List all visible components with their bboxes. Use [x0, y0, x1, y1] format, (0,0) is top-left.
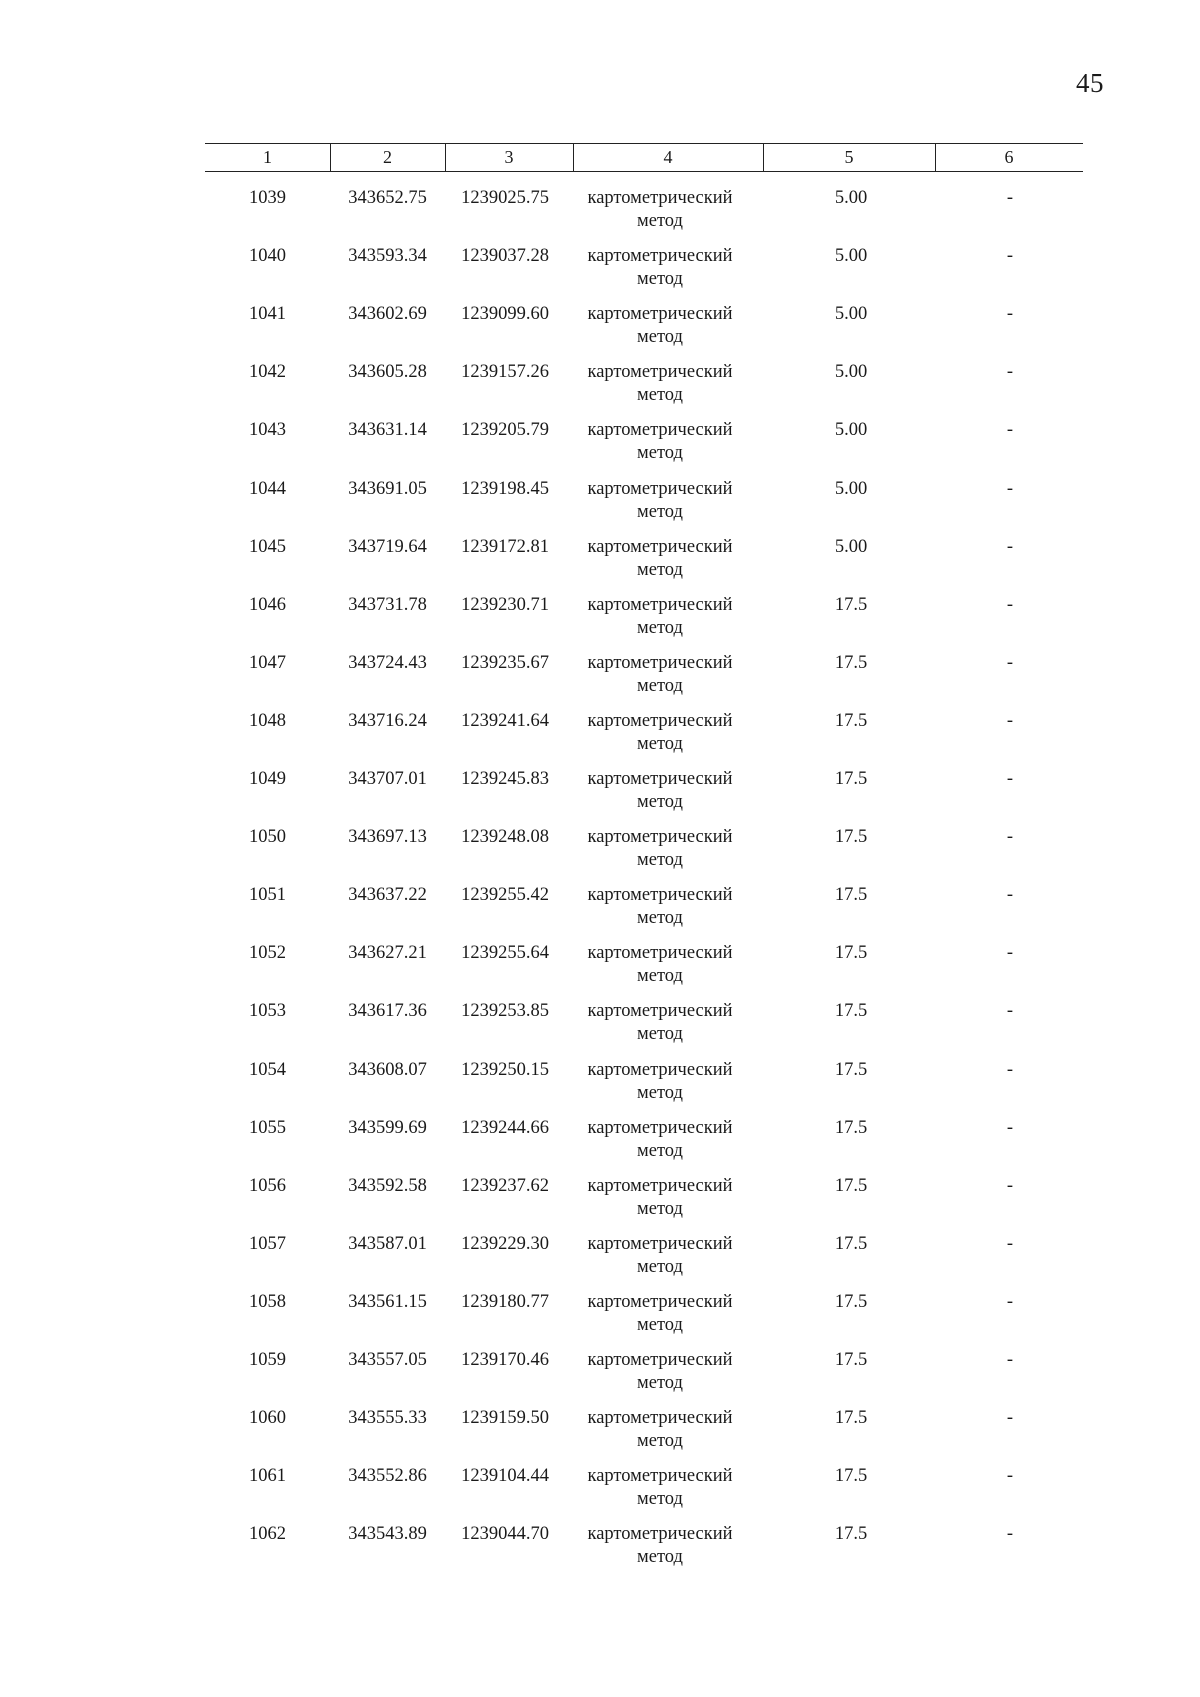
- table-row: [205, 942, 1083, 999]
- note-cell: -: [1006, 536, 1014, 557]
- table-row: [205, 884, 1083, 941]
- note-cell: -: [1006, 1233, 1014, 1254]
- y-coordinate-cell: 1239205.79: [461, 420, 549, 441]
- method-line-2: метод: [637, 1024, 683, 1045]
- table-row: [205, 652, 1083, 709]
- point-number-cell: 1052: [249, 943, 286, 964]
- x-coordinate-cell: 343593.34: [348, 246, 427, 267]
- y-coordinate-cell: 1239172.81: [461, 536, 549, 557]
- method-cell: [565, 303, 755, 349]
- error-cell: 17.5: [834, 885, 868, 906]
- table-row: [205, 1291, 1083, 1348]
- error-cell: 5.00: [834, 304, 868, 325]
- table-row: [205, 361, 1083, 418]
- column-header-5: 5: [844, 147, 854, 167]
- x-coordinate-cell: 343691.05: [348, 478, 427, 499]
- table-row: [205, 768, 1083, 825]
- table-row: [205, 1465, 1083, 1522]
- method-line-2: метод: [637, 908, 683, 929]
- method-line-2: метод: [637, 559, 683, 580]
- y-coordinate-cell: 1239229.30: [461, 1233, 549, 1254]
- y-coordinate-cell: 1239044.70: [461, 1524, 549, 1545]
- table-row: [205, 419, 1083, 476]
- note-cell: -: [1006, 1001, 1014, 1022]
- method-line-1: картометрический: [587, 1233, 733, 1254]
- x-coordinate-cell: 343599.69: [348, 1117, 427, 1138]
- y-coordinate-cell: 1239037.28: [461, 246, 549, 267]
- point-number-cell: 1046: [249, 594, 286, 615]
- x-coordinate-cell: 343587.01: [348, 1233, 427, 1254]
- method-line-2: метод: [637, 443, 683, 464]
- note-cell: -: [1006, 1524, 1014, 1545]
- y-coordinate-cell: 1239198.45: [461, 478, 549, 499]
- note-cell: -: [1006, 188, 1014, 208]
- note-cell: -: [1006, 1059, 1014, 1080]
- y-coordinate-cell: 1239250.15: [461, 1059, 549, 1080]
- point-number-cell: 1057: [249, 1233, 286, 1254]
- error-cell: 17.5: [834, 1291, 868, 1312]
- method-cell: [565, 536, 755, 582]
- method-line-1: картометрический: [587, 420, 733, 441]
- note-cell: -: [1006, 478, 1014, 499]
- method-cell: [565, 594, 755, 640]
- note-cell: -: [1006, 304, 1014, 325]
- note-cell: -: [1006, 885, 1014, 906]
- error-cell: 17.5: [834, 1059, 868, 1080]
- x-coordinate-cell: 343637.22: [348, 885, 427, 906]
- note-cell: -: [1006, 652, 1014, 673]
- x-coordinate-cell: 343592.58: [348, 1175, 427, 1196]
- note-cell: -: [1006, 246, 1014, 267]
- error-cell: 17.5: [834, 710, 868, 731]
- x-coordinate-cell: 343617.36: [348, 1001, 427, 1022]
- method-line-2: метод: [637, 675, 683, 696]
- point-number-cell: 1044: [249, 478, 286, 499]
- y-coordinate-cell: 1239157.26: [461, 362, 549, 383]
- table-row: [205, 478, 1083, 535]
- point-number-cell: 1055: [249, 1117, 286, 1138]
- x-coordinate-cell: 343561.15: [348, 1291, 427, 1312]
- x-coordinate-cell: 343543.89: [348, 1524, 427, 1545]
- page-number: 45: [1076, 68, 1104, 98]
- error-cell: 17.5: [834, 769, 868, 789]
- method-line-1: картометрический: [587, 1117, 733, 1138]
- method-cell: [565, 1175, 755, 1221]
- method-line-1: картометрический: [587, 1175, 733, 1196]
- error-cell: 17.5: [834, 1466, 868, 1487]
- column-header-6: 6: [1004, 147, 1014, 167]
- method-line-2: метод: [637, 1256, 683, 1277]
- point-number-cell: 1045: [249, 536, 286, 557]
- x-coordinate-cell: 343724.43: [348, 652, 427, 673]
- method-line-1: картометрический: [587, 885, 733, 906]
- method-line-2: метод: [637, 501, 683, 522]
- y-coordinate-cell: 1239159.50: [461, 1408, 549, 1429]
- method-cell: [565, 245, 755, 291]
- method-cell: [565, 1291, 755, 1337]
- table-row: [205, 536, 1083, 593]
- note-cell: -: [1006, 1350, 1014, 1370]
- y-coordinate-cell: 1239230.71: [461, 594, 549, 615]
- x-coordinate-cell: 343602.69: [348, 304, 427, 325]
- table-row: [205, 1349, 1083, 1406]
- error-cell: 5.00: [834, 362, 868, 383]
- y-coordinate-cell: 1239255.64: [461, 943, 549, 964]
- point-number-cell: 1053: [249, 1001, 286, 1022]
- method-cell: [565, 652, 755, 698]
- method-line-1: картометрический: [587, 710, 733, 731]
- method-cell: [565, 187, 755, 233]
- method-line-2: метод: [637, 1431, 683, 1452]
- note-cell: -: [1006, 1466, 1014, 1487]
- x-coordinate-cell: 343652.75: [348, 188, 427, 208]
- table-row: [205, 1233, 1083, 1290]
- method-cell: [565, 1233, 755, 1279]
- point-number-cell: 1042: [249, 362, 286, 383]
- method-cell: [565, 884, 755, 930]
- method-line-2: метод: [637, 1314, 683, 1335]
- note-cell: -: [1006, 594, 1014, 615]
- table-row: [205, 1000, 1083, 1057]
- y-coordinate-cell: 1239025.75: [461, 188, 549, 208]
- error-cell: 17.5: [834, 827, 868, 848]
- method-line-2: метод: [637, 211, 683, 231]
- method-line-1: картометрический: [587, 594, 733, 615]
- point-number-cell: 1043: [249, 420, 286, 441]
- point-number-cell: 1040: [249, 246, 286, 267]
- method-cell: [565, 1059, 755, 1105]
- method-cell: [565, 361, 755, 407]
- error-cell: 5.00: [834, 188, 868, 208]
- method-line-1: картометрический: [587, 246, 733, 267]
- note-cell: -: [1006, 1175, 1014, 1196]
- method-line-1: картометрический: [587, 1408, 733, 1429]
- method-cell: [565, 826, 755, 872]
- note-cell: -: [1006, 1291, 1014, 1312]
- error-cell: 17.5: [834, 1350, 868, 1370]
- method-line-2: метод: [637, 966, 683, 987]
- point-number-cell: 1051: [249, 885, 286, 906]
- method-line-1: картометрический: [587, 536, 733, 557]
- error-cell: 17.5: [834, 943, 868, 964]
- table-row: [205, 710, 1083, 767]
- error-cell: 17.5: [834, 1175, 868, 1196]
- error-cell: 17.5: [834, 594, 868, 615]
- method-line-2: метод: [637, 1547, 683, 1568]
- method-line-2: метод: [637, 850, 683, 871]
- table-row: [205, 594, 1083, 651]
- point-number-cell: 1047: [249, 652, 286, 673]
- method-line-2: метод: [637, 1373, 683, 1393]
- point-number-cell: 1056: [249, 1175, 286, 1196]
- method-line-2: метод: [637, 1198, 683, 1219]
- error-cell: 17.5: [834, 1233, 868, 1254]
- point-number-cell: 1060: [249, 1408, 286, 1429]
- table-row: [205, 1523, 1083, 1580]
- point-number-cell: 1062: [249, 1524, 286, 1545]
- method-line-1: картометрический: [587, 362, 733, 383]
- y-coordinate-cell: 1239248.08: [461, 827, 549, 848]
- method-line-2: метод: [637, 1140, 683, 1161]
- table-row: [205, 1175, 1083, 1232]
- method-line-1: картометрический: [587, 769, 733, 789]
- table-row: [205, 1407, 1083, 1464]
- method-line-1: картометрический: [587, 943, 733, 964]
- method-line-2: метод: [637, 792, 683, 812]
- y-coordinate-cell: 1239245.83: [461, 769, 549, 789]
- column-header-3: 3: [504, 147, 514, 167]
- method-line-1: картометрический: [587, 652, 733, 673]
- table-row: [205, 303, 1083, 360]
- column-header-4: 4: [663, 147, 673, 167]
- note-cell: -: [1006, 420, 1014, 441]
- table-row: [205, 826, 1083, 883]
- method-line-1: картометрический: [587, 304, 733, 325]
- table-header: [205, 143, 1083, 172]
- y-coordinate-cell: 1239237.62: [461, 1175, 549, 1196]
- x-coordinate-cell: 343627.21: [348, 943, 427, 964]
- note-cell: -: [1006, 943, 1014, 964]
- point-number-cell: 1048: [249, 710, 286, 731]
- column-header-2: 2: [383, 147, 392, 167]
- method-cell: [565, 768, 755, 814]
- y-coordinate-cell: 1239104.44: [461, 1466, 549, 1487]
- point-number-cell: 1059: [249, 1350, 286, 1370]
- method-line-1: картометрический: [587, 1001, 733, 1022]
- table-row: [205, 1117, 1083, 1174]
- y-coordinate-cell: 1239180.77: [461, 1291, 549, 1312]
- method-line-1: картометрический: [587, 1524, 733, 1545]
- method-cell: [565, 942, 755, 988]
- error-cell: 5.00: [834, 536, 868, 557]
- method-cell: [565, 419, 755, 465]
- method-line-1: картометрический: [587, 827, 733, 848]
- method-line-1: картометрический: [587, 478, 733, 499]
- column-header-1: 1: [263, 147, 272, 167]
- method-line-2: метод: [637, 617, 683, 638]
- method-cell: [565, 1117, 755, 1163]
- method-line-2: метод: [637, 327, 683, 348]
- note-cell: -: [1006, 1117, 1014, 1138]
- x-coordinate-cell: 343631.14: [348, 420, 427, 441]
- method-line-2: метод: [637, 269, 683, 290]
- error-cell: 17.5: [834, 1117, 868, 1138]
- table-row: [205, 245, 1083, 302]
- x-coordinate-cell: 343707.01: [348, 769, 427, 789]
- note-cell: -: [1006, 827, 1014, 848]
- x-coordinate-cell: 343605.28: [348, 362, 427, 383]
- method-line-1: картометрический: [587, 188, 733, 208]
- method-line-2: метод: [637, 733, 683, 754]
- method-cell: [565, 710, 755, 756]
- method-line-2: метод: [637, 385, 683, 406]
- x-coordinate-cell: 343552.86: [348, 1466, 427, 1487]
- x-coordinate-cell: 343731.78: [348, 594, 427, 615]
- method-cell: [565, 478, 755, 524]
- table-row: [205, 1059, 1083, 1116]
- y-coordinate-cell: 1239170.46: [461, 1350, 549, 1370]
- note-cell: -: [1006, 769, 1014, 789]
- point-number-cell: 1039: [249, 188, 286, 208]
- x-coordinate-cell: 343719.64: [348, 536, 427, 557]
- error-cell: 5.00: [834, 246, 868, 267]
- error-cell: 5.00: [834, 420, 868, 441]
- y-coordinate-cell: 1239255.42: [461, 885, 549, 906]
- note-cell: -: [1006, 710, 1014, 731]
- method-line-1: картометрический: [587, 1059, 733, 1080]
- method-line-1: картометрический: [587, 1350, 733, 1370]
- point-number-cell: 1061: [249, 1466, 286, 1487]
- method-line-2: метод: [637, 1082, 683, 1103]
- error-cell: 17.5: [834, 1408, 868, 1429]
- method-cell: [565, 1465, 755, 1511]
- method-line-1: картометрический: [587, 1466, 733, 1487]
- error-cell: 17.5: [834, 652, 868, 673]
- x-coordinate-cell: 343557.05: [348, 1350, 427, 1370]
- x-coordinate-cell: 343697.13: [348, 827, 427, 848]
- y-coordinate-cell: 1239235.67: [461, 652, 549, 673]
- point-number-cell: 1054: [249, 1059, 286, 1080]
- method-cell: [565, 1000, 755, 1046]
- y-coordinate-cell: 1239253.85: [461, 1001, 549, 1022]
- note-cell: -: [1006, 362, 1014, 383]
- method-cell: [565, 1523, 755, 1569]
- point-number-cell: 1041: [249, 304, 286, 325]
- error-cell: 5.00: [834, 478, 868, 499]
- method-line-2: метод: [637, 1489, 683, 1510]
- point-number-cell: 1050: [249, 827, 286, 848]
- x-coordinate-cell: 343716.24: [348, 710, 427, 731]
- table-row: [205, 187, 1083, 244]
- point-number-cell: 1049: [249, 769, 286, 789]
- method-cell: [565, 1349, 755, 1395]
- y-coordinate-cell: 1239244.66: [461, 1117, 549, 1138]
- error-cell: 17.5: [834, 1524, 868, 1545]
- method-cell: [565, 1407, 755, 1453]
- y-coordinate-cell: 1239241.64: [461, 710, 549, 731]
- point-number-cell: 1058: [249, 1291, 286, 1312]
- error-cell: 17.5: [834, 1001, 868, 1022]
- x-coordinate-cell: 343608.07: [348, 1059, 427, 1080]
- x-coordinate-cell: 343555.33: [348, 1408, 427, 1429]
- y-coordinate-cell: 1239099.60: [461, 304, 549, 325]
- method-line-1: картометрический: [587, 1291, 733, 1312]
- note-cell: -: [1006, 1408, 1014, 1429]
